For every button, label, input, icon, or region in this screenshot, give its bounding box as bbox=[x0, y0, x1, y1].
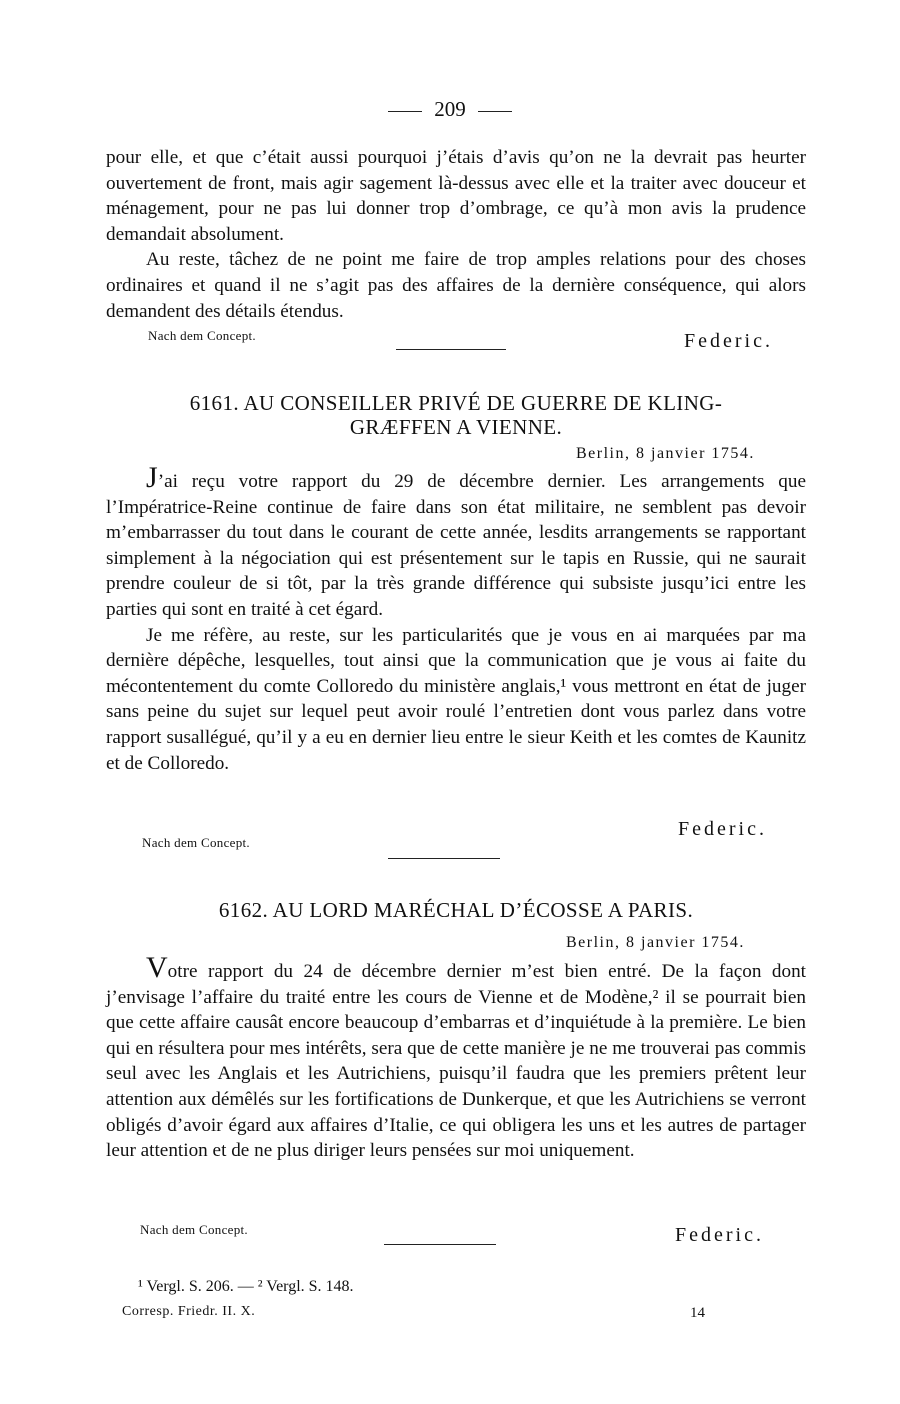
letter-6161-body bbox=[106, 461, 806, 776]
letter-6161-signature: Federic. bbox=[678, 818, 767, 840]
section-divider bbox=[388, 858, 500, 859]
footer-signature-mark: Corresp. Friedr. II. X. bbox=[122, 1304, 256, 1319]
footnotes: ¹ Vergl. S. 206. — ² Vergl. S. 148. bbox=[138, 1278, 354, 1295]
page-number: 209 bbox=[434, 97, 466, 121]
section-divider bbox=[396, 349, 506, 350]
intro-paragraph-1: pour elle, et que c’était aussi pourquoi j’étais d’avis qu’on ne la devrait pas heurter ouvertement de front, mais agir sagement là-dessus avec elle et la traiter avec douceur et ménagement, pour ne pas lui donner trop d’ombrage, ce qu’à mon avis la prudence demandait absolument. bbox=[106, 147, 806, 245]
letter-6162-source-note: Nach dem Concept. bbox=[140, 1222, 248, 1237]
letter-6162-body bbox=[106, 951, 806, 1164]
letter-6161-paragraph-1-text: ’ai reçu votre rapport du 29 de décembre dernier. Les arrangements que l’Impératrice-Reine continue de faire dans son état militaire, ne semblent pas devoir m’embarrasser du tout dans le courant de cette année, lesdits arrangements se rapportant simplement à la négociation qui est présentement sur le tapis en Russie, qui ne saurait prendre couleur de si tôt, par la très grande différence qui subsiste jusqu’ici entre les parties qui sont en traité à cet égard. bbox=[106, 471, 806, 620]
letter-6161-paragraph-1 bbox=[106, 461, 806, 623]
letter-6162-paragraph-text: otre rapport du 24 de décembre dernier m’est bien entré. De la façon dont j’envisage l’affaire du traité entre les cours de Vienne et de Modène,² il se pourrait bien que cette affaire causât encore beaucoup d’embarras et d’inquiétude à la première. Le bien qui en résultera pour mes intérêts, sera que de cette manière je ne me trouverai pas commis seul avec les Anglais et les Autrichiens, puisqu’il faudra que les premiers prêtent leur attention aux démêlés sur les fortifications de Dunkerque, et que les Autrichiens se verront obligés d’avoir égard aux affaires d’Italie, ce qui obligera les uns et les autres de partager leur attention et de ne plus diriger leurs pensées sur moi uniquement. bbox=[106, 961, 806, 1162]
section-divider bbox=[384, 1244, 496, 1245]
letter-6162-paragraph bbox=[106, 951, 806, 1164]
letter-6161-initial: J bbox=[146, 461, 158, 494]
header-dash-left bbox=[388, 111, 422, 112]
page-header bbox=[0, 97, 900, 122]
intro-signature: Federic. bbox=[684, 330, 773, 352]
letter-6161-heading bbox=[106, 391, 806, 439]
letter-6161-source-note: Nach dem Concept. bbox=[142, 835, 250, 850]
letter-6162-heading: 6162. AU LORD MARÉCHAL D’ÉCOSSE A PARIS. bbox=[218, 898, 694, 922]
letter-6162-initial: V bbox=[146, 951, 168, 984]
letter-6161-paragraph-2: Je me réfère, au reste, sur les particularités que je vous en ai marquées par ma dernière dépêche, lesquelles, tout ainsi que la communication que je vous ai faite du mécontentement du comte Colloredo du ministère anglais,¹ vous mettront en état de juger sans peine du sujet sur lequel peut avoir roulé l’entretien dont vous parlez dans votre rapport susallégué, qu’il y a eu en dernier lieu entre le sieur Keith et les comtes de Kaunitz et de Colloredo. bbox=[106, 624, 806, 774]
intro-paragraph-2: Au reste, tâchez de ne point me faire de trop amples relations pour des choses ordinaires et quand il ne s’agit pas des affaires de la dernière conséquence, qui alors demandent des détails étendus. bbox=[106, 249, 806, 322]
footer-gathering-number: 14 bbox=[690, 1305, 705, 1321]
letter-6161-heading-line1: 6161. AU CONSEILLER PRIVÉ DE GUERRE DE KLING- bbox=[189, 391, 723, 415]
letter-6162-date: Berlin, 8 janvier 1754. bbox=[566, 934, 745, 951]
letter-6161-heading-line2: GRÆFFEN A VIENNE. bbox=[349, 415, 563, 439]
letter-6161-date: Berlin, 8 janvier 1754. bbox=[576, 445, 755, 462]
letter-6162-signature: Federic. bbox=[675, 1224, 764, 1246]
intro-source-note: Nach dem Concept. bbox=[148, 328, 256, 343]
header-dash-right bbox=[478, 111, 512, 112]
intro-text bbox=[106, 145, 806, 324]
